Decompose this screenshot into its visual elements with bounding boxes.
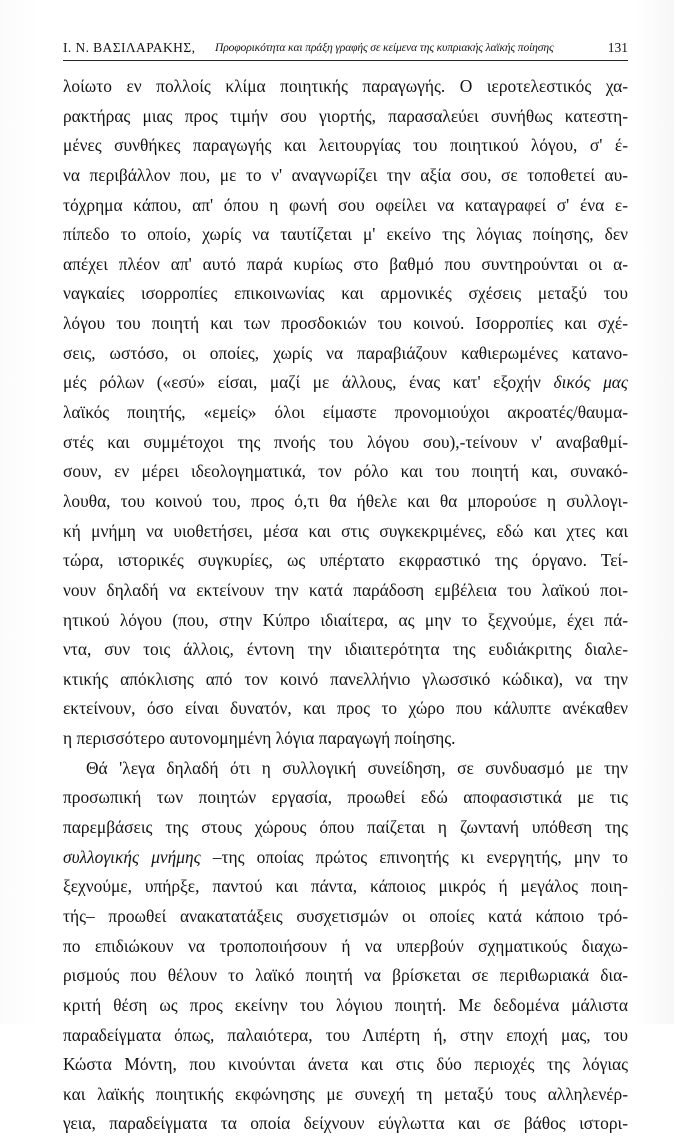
text-line — [63, 368, 628, 398]
page-number: 131 — [607, 40, 628, 55]
text-line — [63, 843, 628, 873]
text-line: κή μνήμη να υιοθετήσει, μέσα και στις συγκεκριμένες, εδώ και χτες και — [63, 520, 628, 541]
text-line: τόχρημα κάπου, απ' όπου η φωνή σου οφείλει να καταγραφεί σ' ένα ε- — [63, 194, 628, 215]
running-header — [63, 38, 628, 61]
text-line: λόγου του ποιητή και των προσδοκιών του κοινού. Ισορροπίες και σχέ- — [63, 313, 628, 334]
text-line: σουν, εν μέρει ιδεολογηματικά, τον ρόλο και του ποιητή και, συνακό- — [63, 461, 628, 482]
text-line: ναγκαίες ισορροπίες επικοινωνίας και αρμονικές σχέσεις μεταξύ του — [63, 283, 628, 304]
text-line: ρισμούς που θέλουν το λαϊκό ποιητή να βρίσκεται σε περιθωριακά δια- — [63, 965, 628, 986]
header-author: Ι. Ν. ΒΑΣΙΛΑΡΑΚΗΣ, — [63, 40, 196, 55]
text-run: –της οποίας πρώτος επινοητής κι ενεργητής, μην το — [200, 846, 628, 867]
text-run: μές ρόλων («εσύ» είσαι, μαζί με άλλους, ένας κατ' εξοχήν — [63, 372, 554, 393]
italic-phrase: συλλογικής μνήμης — [63, 846, 201, 867]
text-line: να περιβάλλον που, με το ν' αναγνωρίζει την αξία σου, σε τοποθετεί αυ- — [63, 164, 628, 185]
text-line: γεια, παραδείγματα τα οποία δείχνουν εύγλωττα και σε βάθος ιστορι- — [63, 1113, 628, 1134]
text-line: σεις, ωστόσο, οι οποίες, χωρίς να παραβιάζουν καθιερωμένες κατανο- — [63, 342, 628, 363]
text-line: η περισσότερο αυτονομημένη λόγια παραγωγή ποίησης. — [63, 728, 456, 749]
text-line: λουθα, του κοινού του, προς ό,τι θα ήθελε και θα μπορούσε η συλλογι- — [63, 490, 628, 511]
text-line: απέχει πλέον απ' αυτό παρά κυρίως στο βαθμό που συντηρούνται οι α- — [63, 253, 628, 274]
text-line: Κώστα Μόντη, που κινούνται άνετα και στις δύο περιοχές της λόγιας — [63, 1054, 628, 1075]
text-line: τής– προωθεί ανακατατάξεις συσχετισμών οι οποίες κατά κάποιο τρό- — [63, 905, 628, 926]
body-text — [63, 72, 628, 1139]
text-line: ρακτήρας μιας προς τιμήν σου γιορτής, παρασαλεύει συνήθως κατεστη- — [63, 105, 628, 126]
text-line: πο επιδιώκουν να τροποποιήσουν ή να υπερβούν σχηματικούς διαχω- — [63, 935, 628, 956]
text-line: κριτή θέση ως προς εκείνην του λόγιου ποιητή. Με δεδομένα μάλιστα — [63, 994, 628, 1015]
text-line: και λαϊκής ποιητικής εκφώνησης με συνεχή τη μεταξύ τους αλληλενέρ- — [63, 1083, 628, 1104]
text-line: πίπεδο το οποίο, χωρίς να ταυτίζεται μ' εκείνο της λόγιας ποίησης, δεν — [63, 224, 628, 245]
text-line: μένες συνθήκες παραγωγής και λειτουργίας του ποιητικού λόγου, σ' έ- — [63, 135, 628, 156]
text-line: ητικού λόγου (που, στην Κύπρο ιδιαίτερα, ας μην το ξεχνούμε, έχει πά- — [63, 609, 628, 630]
text-line: ντα, συν τοις άλλοις, έντονη την ιδιαιτερότητα της ευδιάκριτης διαλε- — [63, 639, 628, 660]
text-line: προσωπική των ποιητών εργασία, προωθεί εδώ αποφασιστικά με τις — [63, 787, 628, 808]
italic-phrase: δικός μας — [553, 372, 628, 393]
text-line: Θά 'λεγα δηλαδή ότι η συλλογική συνείδηση, σε συνδυασμό με την — [86, 757, 628, 778]
text-line: στές και συμμέτοχοι της πνοής του λόγου σου),-τείνουν ν' αναβαθμί- — [63, 431, 628, 452]
text-line: παραδείγματα όπως, παλαιότερα, του Λιπέρτη ή, στην εποχή μας, του — [63, 1024, 628, 1045]
text-line: ξεχνούμε, υπήρξε, παντού και πάντα, κάποιος μικρός ή μεγάλος ποιη- — [63, 876, 628, 897]
text-line: λοίωτο εν πολλοίς κλίμα ποιητικής παραγωγής. Ο ιεροτελεστικός χα- — [63, 76, 628, 96]
text-line: νουν δηλαδή να εκτείνουν την κατά παράδοση εμβέλεια του λαϊκού ποι- — [63, 579, 628, 600]
text-line: παρεμβάσεις της στους χώρους όπου παίζεται η ζωντανή υπόθεση της — [63, 817, 628, 838]
text-line: τώρα, ιστορικές συγκυρίες, ως υπέρτατο εκφραστικό της όργανο. Τεί- — [63, 550, 628, 571]
header-title: Προφορικότητα και πράξη γραφής σε κείμενα της κυπριακής λαϊκής ποίησης — [215, 41, 554, 54]
text-line: κτικής απόκλισης από τον κοινό πανελλήνιο γλωσσικό κώδικα), να την — [63, 668, 628, 689]
text-line: λαϊκός ποιητής, «εμείς» όλοι είμαστε προνομιούχοι ακροατές/θαυμα- — [63, 402, 628, 423]
text-line: εκτείνουν, όσο είναι δυνατόν, και προς το χώρο που κάλυπτε ανέκαθεν — [63, 698, 628, 719]
